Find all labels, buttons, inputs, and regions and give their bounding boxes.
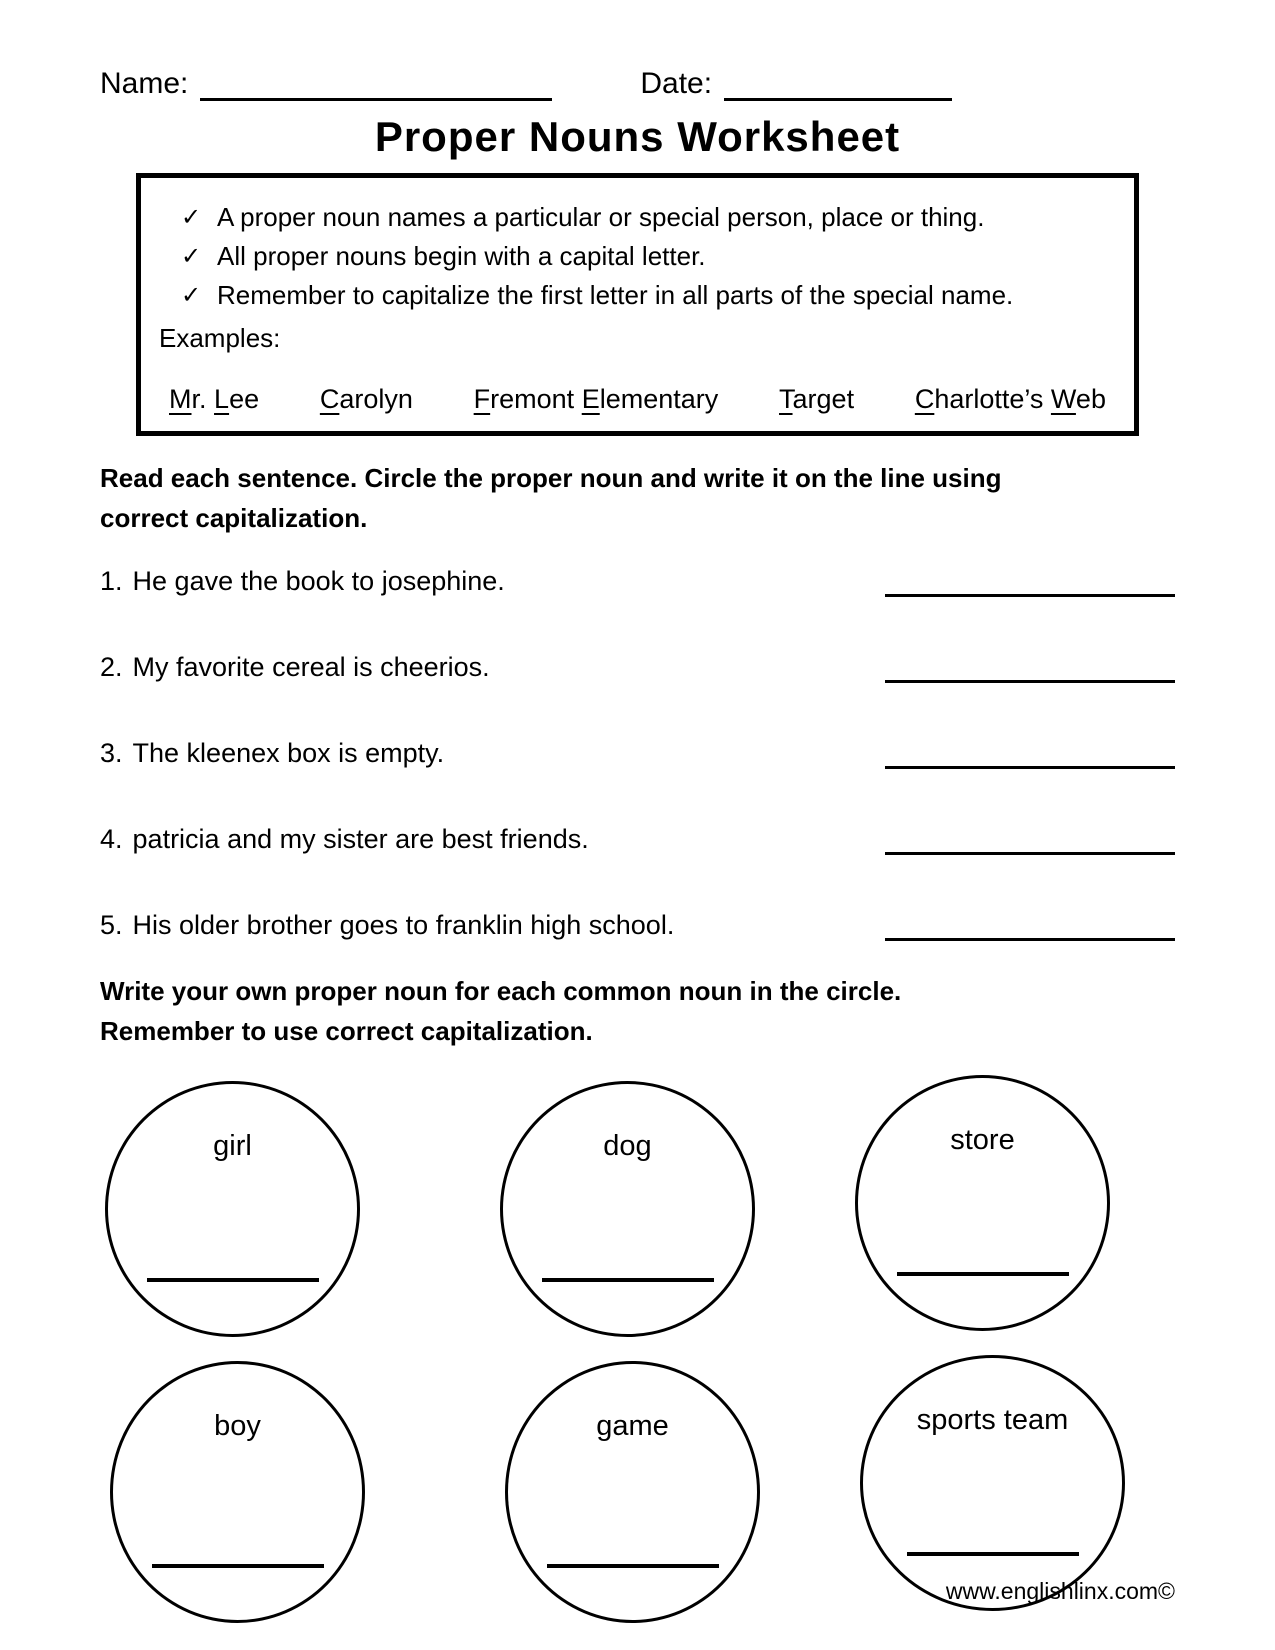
sentence-number: 3. <box>100 738 123 768</box>
circle-label: boy <box>214 1410 261 1442</box>
example-item: Fremont Elementary <box>473 384 719 414</box>
circle-write-line[interactable] <box>907 1552 1079 1556</box>
circle-write-line[interactable] <box>152 1564 324 1568</box>
circle-label: store <box>950 1124 1015 1156</box>
circle-label: game <box>596 1410 669 1442</box>
instruction-line: correct capitalization. <box>100 503 368 533</box>
instruction-line: Read each sentence. Circle the proper noun and write it on the line using <box>100 463 1002 493</box>
sentence-number: 2. <box>100 652 123 682</box>
section2-instructions <box>100 971 1275 1051</box>
instruction-line: Remember to use correct capitalization. <box>100 1016 593 1046</box>
check-icon: ✓ <box>181 243 202 270</box>
example-item: Mr. Lee <box>169 384 260 414</box>
answer-write-line[interactable] <box>885 902 1175 941</box>
sentence-number: 4. <box>100 824 123 854</box>
sentence-number: 5. <box>100 910 123 940</box>
check-icon: ✓ <box>181 204 202 231</box>
name-write-line[interactable] <box>200 64 552 101</box>
answer-write-line[interactable] <box>885 644 1175 683</box>
circle-label: sports team <box>916 1404 1069 1436</box>
rules-list <box>159 198 1116 315</box>
sentence-row <box>100 644 1175 683</box>
sentence-text <box>100 738 444 769</box>
sentence-row <box>100 558 1175 597</box>
sentence-text <box>100 566 505 597</box>
date-write-line[interactable] <box>724 64 952 101</box>
common-noun-circle <box>860 1355 1125 1611</box>
common-noun-circle <box>855 1075 1110 1331</box>
answer-write-line[interactable] <box>885 730 1175 769</box>
sentence-text <box>100 652 490 683</box>
rule-item <box>159 198 1116 237</box>
circle-write-line[interactable] <box>547 1564 719 1568</box>
example-item: Target <box>779 384 855 414</box>
name-date-row <box>0 0 1275 101</box>
common-noun-circle <box>505 1361 760 1623</box>
examples-label: Examples: <box>159 323 281 353</box>
sentence-body: He gave the book to josephine. <box>132 566 505 596</box>
instruction-line: Write your own proper noun for each common noun in the circle. <box>100 976 902 1006</box>
answer-write-line[interactable] <box>885 558 1175 597</box>
page-title: Proper Nouns Worksheet <box>374 113 901 160</box>
circle-write-line[interactable] <box>897 1272 1069 1276</box>
sentence-body: The kleenex box is empty. <box>132 738 445 768</box>
common-noun-circle <box>500 1081 755 1337</box>
sentence-body: patricia and my sister are best friends. <box>132 824 589 854</box>
sentence-row <box>100 816 1175 855</box>
rule-item <box>159 237 1116 276</box>
sentence-body: His older brother goes to franklin high school. <box>132 910 675 940</box>
circle-write-line[interactable] <box>542 1278 714 1282</box>
examples-row <box>159 384 1116 419</box>
circle-write-line[interactable] <box>147 1278 319 1282</box>
rule-text: Remember to capitalize the first letter in all parts of the special name. <box>217 280 1014 310</box>
rule-text: All proper nouns begin with a capital letter. <box>217 241 706 271</box>
sentence-row <box>100 730 1175 769</box>
circles-grid <box>0 1081 1275 1629</box>
rules-box <box>136 173 1139 436</box>
rule-text: A proper noun names a particular or special person, place or thing. <box>217 202 985 232</box>
name-label: Name: <box>100 67 189 100</box>
answer-write-line[interactable] <box>885 816 1175 855</box>
sentence-text <box>100 824 589 855</box>
rule-item <box>159 276 1116 315</box>
sentence-text <box>100 910 674 941</box>
example-item: Carolyn <box>319 384 413 414</box>
sentence-body: My favorite cereal is cheerios. <box>132 652 490 682</box>
sentence-number: 1. <box>100 566 123 596</box>
example-item: Charlotte’s Web <box>914 384 1106 414</box>
date-label: Date: <box>640 67 713 100</box>
common-noun-circle <box>105 1081 360 1337</box>
sentence-row <box>100 902 1175 941</box>
circle-label: girl <box>213 1130 252 1162</box>
circle-label: dog <box>603 1130 652 1162</box>
check-icon: ✓ <box>181 282 202 309</box>
footer-credit: www.englishlinx.com© <box>945 1578 1175 1604</box>
section1-instructions <box>100 458 1275 538</box>
common-noun-circle <box>110 1361 365 1623</box>
sentences-list <box>100 558 1175 941</box>
